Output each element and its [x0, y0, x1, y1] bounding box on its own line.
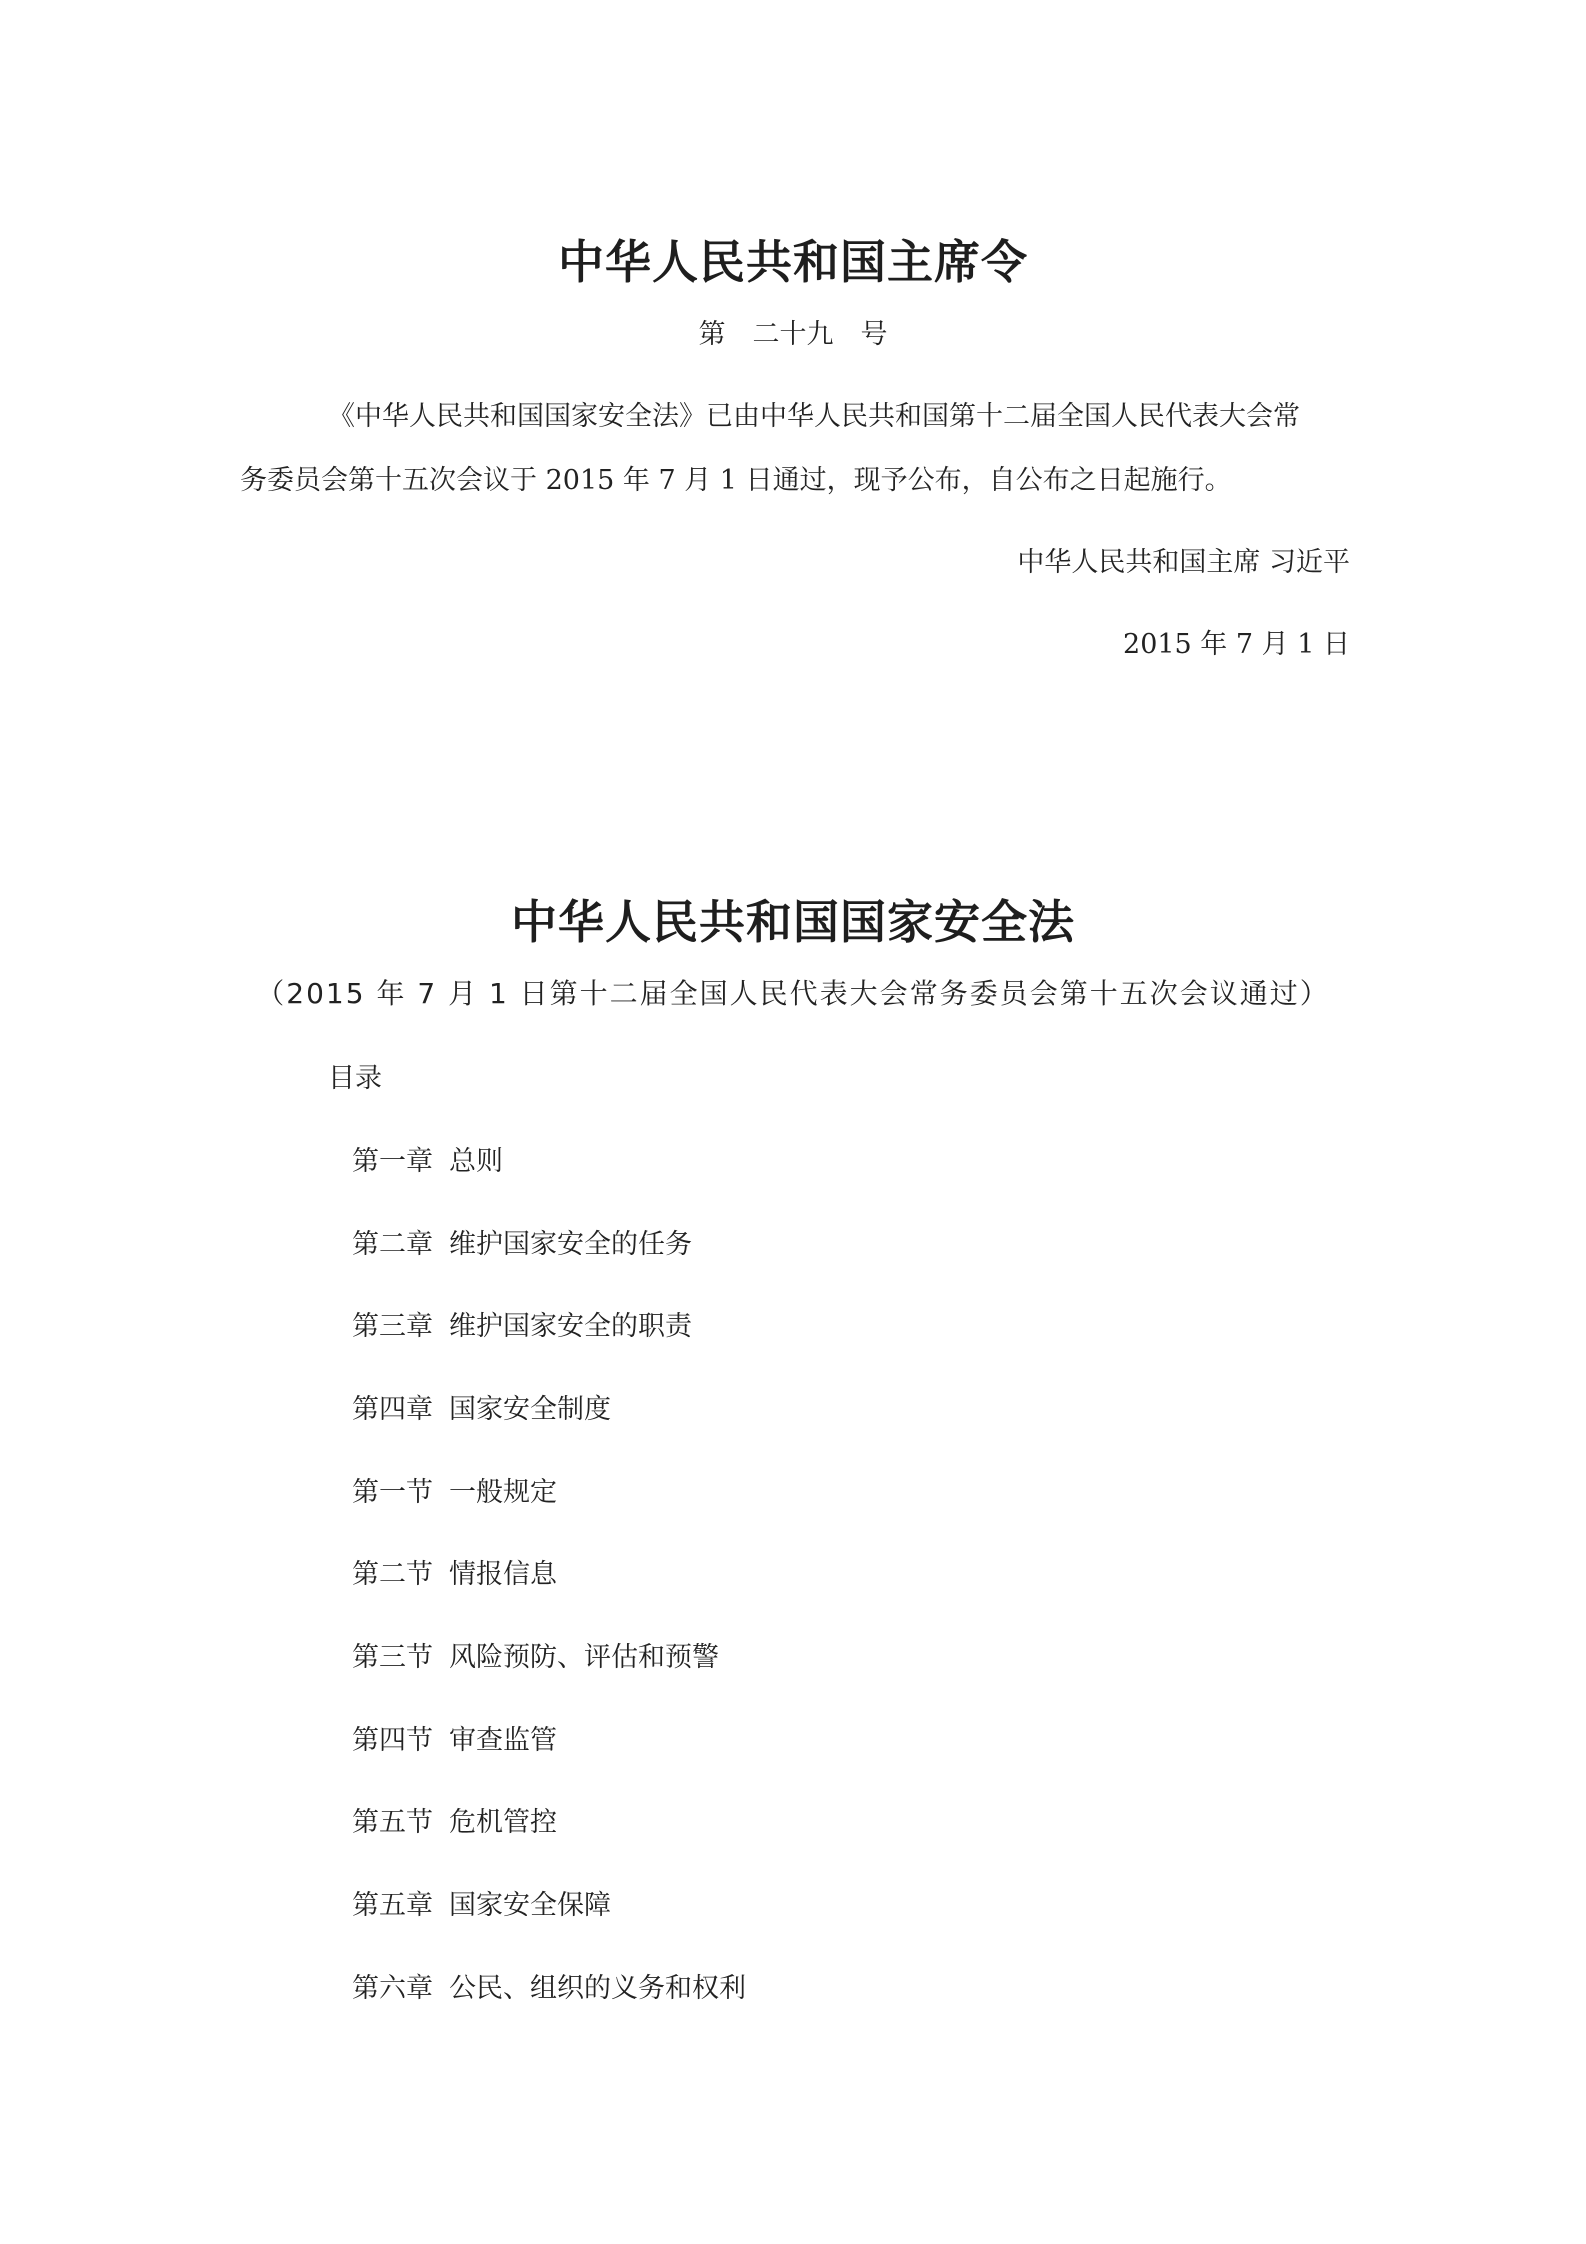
- toc-item-number: 第一章: [352, 1146, 433, 1177]
- decree-body-line-2: 务委员会第十五次会议于 2015 年 7 月 1 日通过，现予公布，自公布之日起施行。: [240, 465, 1232, 496]
- toc-item-number: 第四节: [352, 1725, 433, 1756]
- toc-item: [352, 1139, 503, 1178]
- toc-item-title: 总则: [449, 1146, 503, 1177]
- law-subtitle: （2015 年 7 月 1 日第十二届全国人民代表大会常务委员会第十五次会议通过）: [256, 977, 1330, 1010]
- toc-item: [352, 1800, 557, 1839]
- toc-item: [352, 1966, 746, 2005]
- toc-item-number: 第二节: [352, 1559, 433, 1590]
- toc-item-title: 维护国家安全的任务: [449, 1229, 692, 1260]
- toc-item-number: 第五章: [352, 1890, 433, 1921]
- decree-date: 2015 年 7 月 1 日: [1123, 629, 1350, 660]
- toc-item-number: 第三章: [352, 1311, 433, 1342]
- toc-item-title: 情报信息: [449, 1559, 557, 1590]
- toc-item: [352, 1304, 692, 1343]
- toc-item-title: 风险预防、评估和预警: [449, 1642, 719, 1673]
- toc-item-title: 国家安全制度: [449, 1394, 611, 1425]
- toc-item-title: 维护国家安全的职责: [449, 1311, 692, 1342]
- decree-number: 第 二十九 号: [698, 319, 888, 350]
- toc-item-number: 第五节: [352, 1807, 433, 1838]
- toc-item-title: 国家安全保障: [449, 1890, 611, 1921]
- toc-item: [352, 1718, 557, 1757]
- toc-item: [352, 1883, 611, 1922]
- decree-signer: 中华人民共和国主席 习近平: [1017, 547, 1350, 578]
- toc-item-title: 危机管控: [449, 1807, 557, 1838]
- toc-item-number: 第六章: [352, 1973, 433, 2004]
- decree-body-line-1: 《中华人民共和国国家安全法》已由中华人民共和国第十二届全国人民代表大会常: [328, 401, 1300, 432]
- toc-item: [352, 1470, 557, 1509]
- decree-title: 中华人民共和国主席令: [558, 235, 1028, 289]
- toc-heading: 目录: [328, 1063, 382, 1094]
- toc-item: [352, 1552, 557, 1591]
- law-title: 中华人民共和国国家安全法: [511, 895, 1075, 949]
- toc-item-number: 第三节: [352, 1642, 433, 1673]
- toc-item-title: 公民、组织的义务和权利: [449, 1973, 746, 2004]
- toc-item: [352, 1222, 692, 1261]
- toc-item-number: 第二章: [352, 1229, 433, 1260]
- toc-item-title: 审查监管: [449, 1725, 557, 1756]
- toc-item-number: 第四章: [352, 1394, 433, 1425]
- toc-item-number: 第一节: [352, 1477, 433, 1508]
- toc-item-title: 一般规定: [449, 1477, 557, 1508]
- toc-item: [352, 1635, 719, 1674]
- toc-item: [352, 1387, 611, 1426]
